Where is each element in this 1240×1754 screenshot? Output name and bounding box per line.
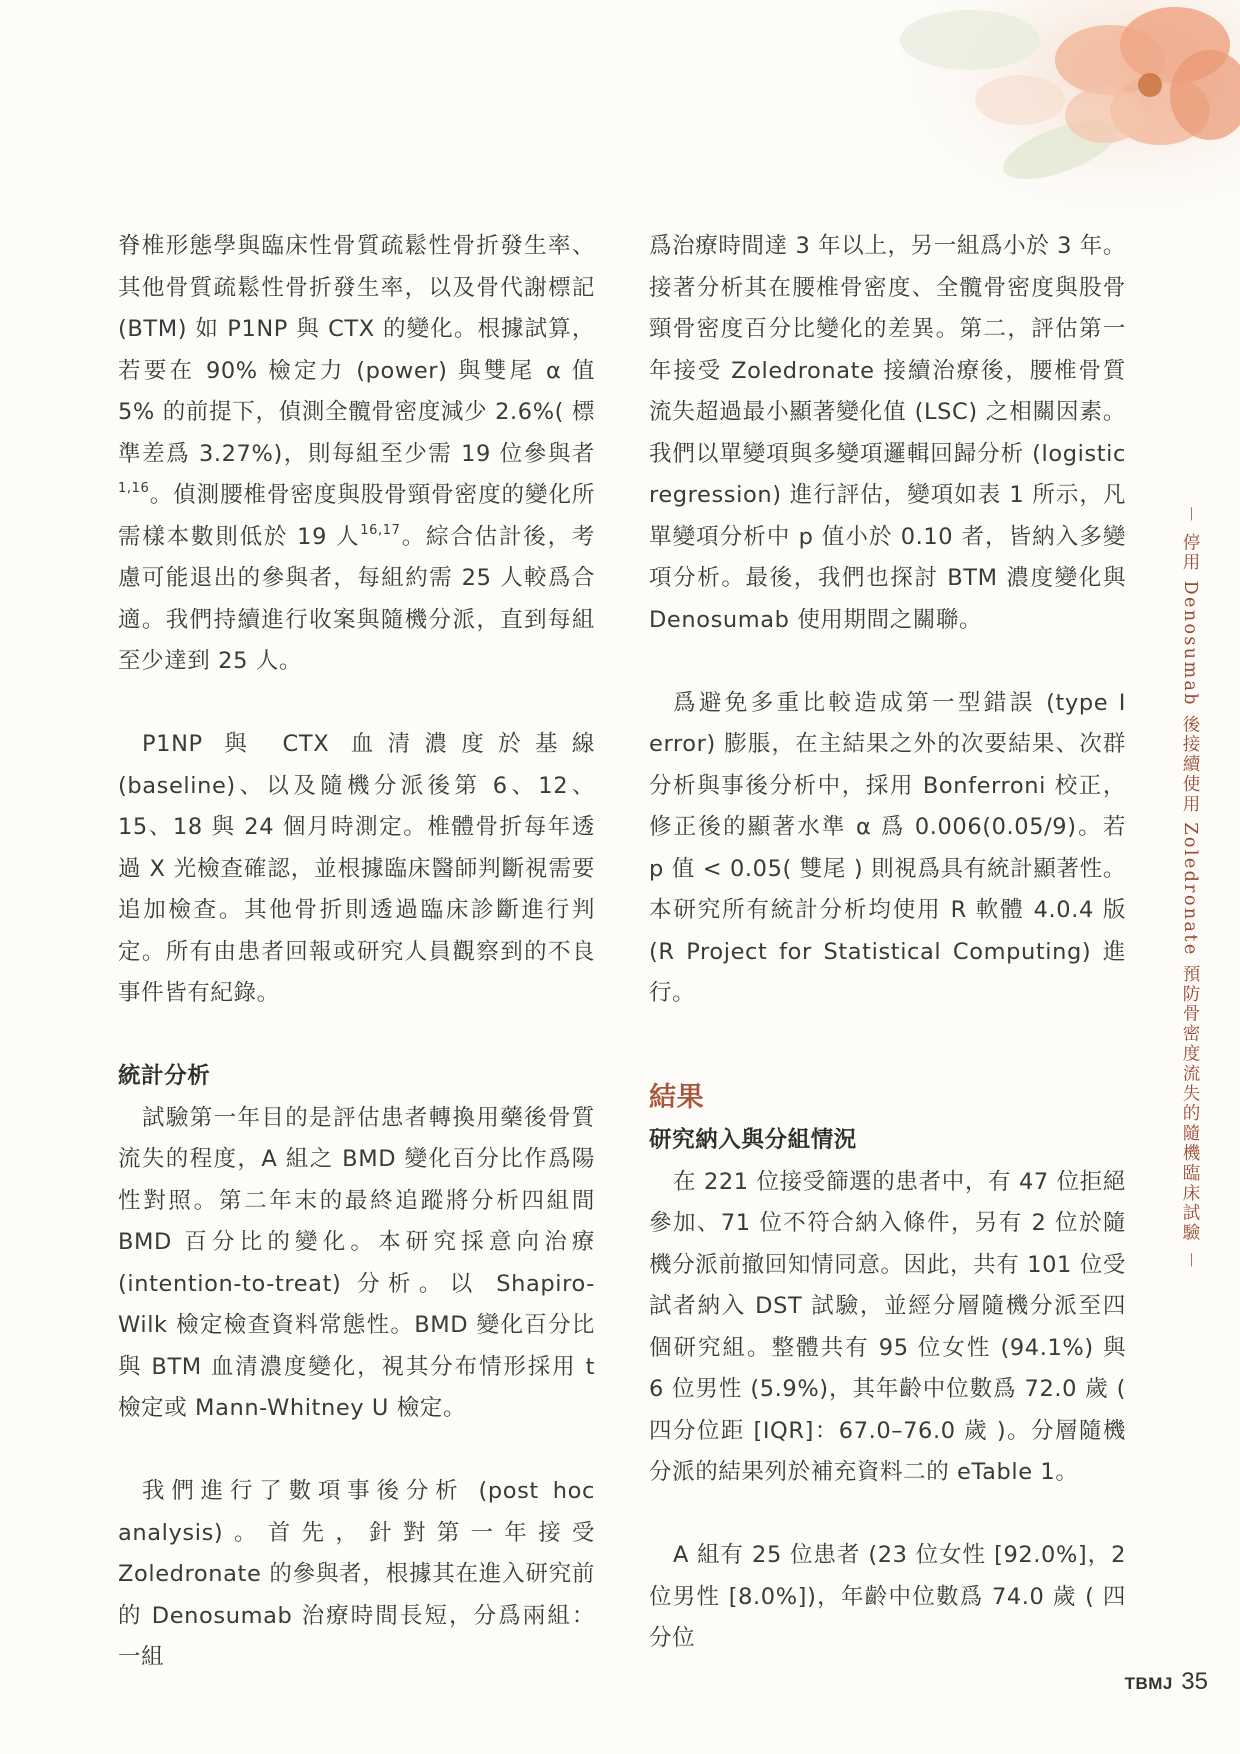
citation-ref: 16,17 [360,522,401,538]
text-span: 。綜合估計後，考慮可能退出的參與者，每組約需 25 人較爲合適。我們持續進行收案與隨機分派，直到每組至少達到 25 人。 [118,523,595,674]
journal-name: TBMJ [1124,1674,1173,1693]
floral-decoration [860,0,1240,240]
left-column [118,226,595,1679]
subsection-heading-enrollment: 研究納入與分組情況 [649,1127,857,1153]
page-number: 35 [1181,1668,1208,1695]
page-footer [1125,1668,1208,1696]
body-paragraph: P1NP 與 CTX 血清濃度於基線 (baseline)、以及隨機分派後第 6、12、15、18 與 24 個月時測定。椎體骨折每年透過 X 光檢查確認，並根據臨床醫師判斷視需要追加檢查。其他骨折則透過臨床診斷進行判定。所有由患者回報或研究人員觀察到的不良事件皆有紀錄。 [118,731,595,1006]
section-heading-statistics: 統計分析 [118,1063,211,1089]
right-column [649,226,1126,1660]
body-paragraph: 在 221 位接受篩選的患者中，有 47 位拒絕參加、71 位不符合納入條件，另有 2 位於隨機分派前撤回知情同意。因此，共有 101 位受試者納入 DST 試驗，並經分層隨機分派至四個研究組。整體共有 95 位女性 (94.1%) 與 6 位男性 (5.9%)，其年齡中位數爲 72.0 歲 ( 四分位距 [IQR]：67.0–76.0 歲 )。分層隨機分派的結果列於補充資料二的 eTable 1。 [649,1168,1126,1485]
body-paragraph [118,226,595,683]
text-span: 。偵測腰椎骨密度與股骨頸骨密度的變化所需樣本數則低於 19 人 [118,482,595,550]
citation-ref: 1,16 [118,481,150,496]
body-paragraph: 試驗第一年目的是評估患者轉換用藥後骨質流失的程度，A 組之 BMD 變化百分比作爲陽性對照。第二年末的最終追蹤將分析四組間 BMD 百分比的變化。本研究採意向治療 (intention-to-treat) 分析。以 Shapiro-Wilk 檢定檢查資料常態性。BMD 變化百分比與 BTM 血清濃度變化，視其分布情形採用 t 檢定或 Mann-Whitney U 檢定。 [118,1104,595,1421]
body-paragraph: A 組有 25 位患者 (23 位女性 [92.0%]，2 位男性 [8.0%])，年齡中位數爲 74.0 歲 ( 四分位 [649,1542,1126,1651]
section-heading-results: 結果 [649,1082,705,1113]
text-span: 脊椎形態學與臨床性骨質疏鬆性骨折發生率、其他骨質疏鬆性骨折發生率，以及骨代謝標記 (BTM) 如 P1NP 與 CTX 的變化。根據試算，若要在 90% 檢定力 (power) 與雙尾 α 值 5% 的前提下，偵測全髖骨密度減少 2.6%( 標準差爲 3.27%)，則每組至少需 19 位參與者 [118,233,595,467]
body-paragraph: 爲治療時間達 3 年以上，另一組爲小於 3 年。接著分析其在腰椎骨密度、全髖骨密度與股骨頸骨密度百分比變化的差異。第二，評估第一年接受 Zoledronate 接續治療後，腰椎骨質流失超過最小顯著變化值 (LSC) 之相關因素。我們以單變項與多變項邏輯回歸分析 (logistic regression) 進行評估，變項如表 1 所示，凡單變項分析中 p 值小於 0.10 者，皆納入多變項分析。最後，我們也探討 BTM 濃度變化與 Denosumab 使用期間之關聯。 [649,233,1126,633]
body-paragraph: 爲避免多重比較造成第一型錯誤 (type I error) 膨脹，在主結果之外的次要結果、次群分析與事後分析中，採用 Bonferroni 校正，修正後的顯著水準 α 爲 0.006(0.05/9)。若 p 值 < 0.05( 雙尾 ) 則視爲具有統計顯著性。本研究所有統計分析均使用 R 軟體 4.0.4 版 (R Project for Statistical Computing) 進行。 [649,689,1126,1006]
running-title: － 停用 Denosumab 後接續使用 Zoledronate 預防骨密度流失的隨機臨床試驗 － [1180,505,1200,1271]
body-paragraph: 我們進行了數項事後分析 (post hoc analysis)。首先，針對第一年接受 Zoledronate 的參與者，根據其在進入研究前的 Denosumab 治療時間長短，分爲兩組：一組 [118,1478,595,1670]
